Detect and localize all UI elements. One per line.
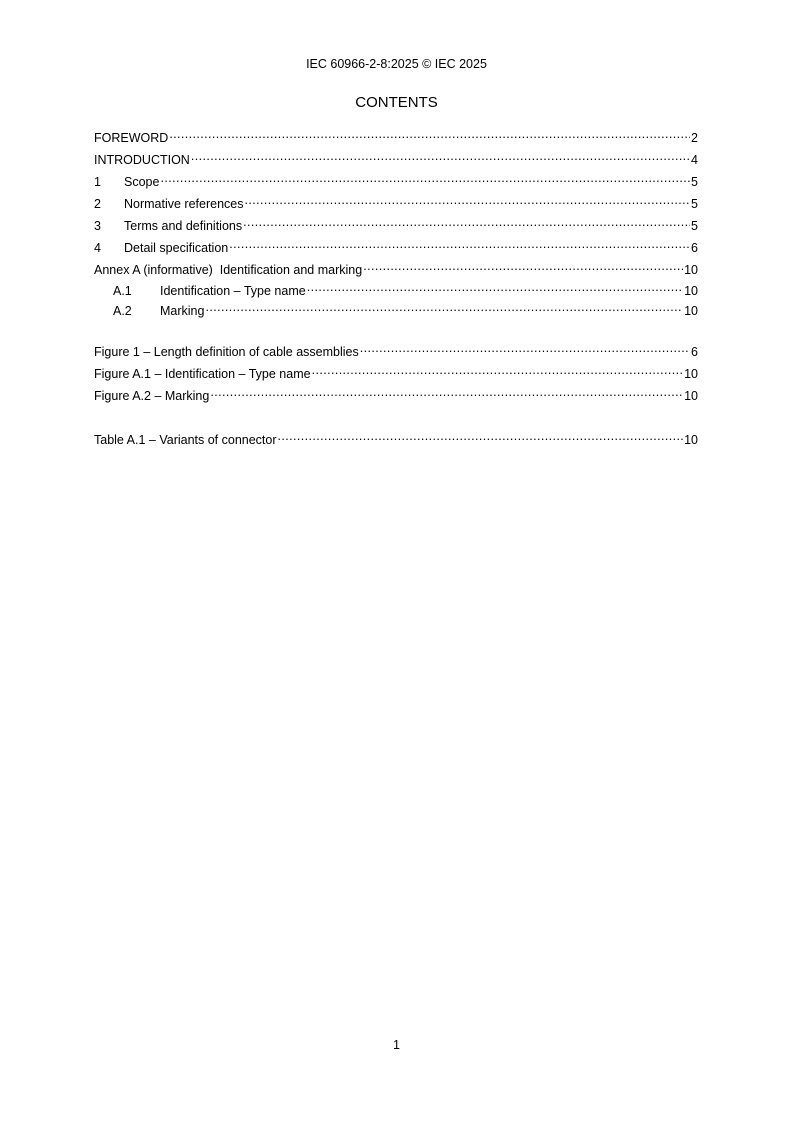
page-number: 1 [393,1038,400,1052]
figure-entry-page: 10 [684,389,698,403]
table-entry-label: Table A.1 – Variants of connector [94,433,277,447]
toc-entry-label: Identification – Type name [160,284,306,298]
dot-leader [312,362,684,378]
toc-entry-number: 1 [94,175,101,189]
dot-leader [191,148,690,164]
toc-entry-label: Detail specification [124,241,229,255]
toc-entry-page: 10 [684,304,698,318]
table-entry[interactable] [94,428,698,447]
dot-leader [278,428,684,444]
toc-entry-normative-references[interactable] [94,192,698,211]
dot-leader [360,340,690,356]
dot-leader [245,192,691,208]
toc-entry-a1[interactable] [94,279,698,298]
figure-entry-label: Figure A.2 – Marking [94,389,210,403]
toc-entry-label: Marking [160,304,205,318]
toc-entry-number: 4 [94,241,101,255]
toc-entry-page: 5 [691,219,698,233]
dot-leader [169,126,690,142]
dot-leader [210,384,683,400]
toc-entry-label: INTRODUCTION [94,153,190,167]
toc-entry-introduction[interactable] [94,148,698,167]
dot-leader [307,279,683,295]
toc-entry-scope[interactable] [94,170,698,189]
toc-entry-annex-a[interactable] [94,258,698,277]
toc-entry-page: 2 [691,131,698,145]
dot-leader [243,214,690,230]
figure-entry[interactable] [94,384,698,403]
figure-entry-label: Figure A.1 – Identification – Type name [94,367,311,381]
figure-entry[interactable] [94,340,698,359]
toc-entry-page: 6 [691,241,698,255]
dot-leader [229,236,690,252]
toc-entry-page: 10 [684,284,698,298]
dot-leader [205,299,683,315]
toc-entry-number: A.2 [113,304,132,318]
figure-entry-label: Figure 1 – Length definition of cable assemblies [94,345,359,359]
contents-title: CONTENTS [355,94,438,111]
toc-entry-label: Terms and definitions [124,219,243,233]
figure-entry-page: 6 [691,345,698,359]
document-header: IEC 60966-2-8:2025 © IEC 2025 [306,57,487,71]
table-entry-page: 10 [684,433,698,447]
toc-entry-number: 3 [94,219,101,233]
toc-entry-number: 2 [94,197,101,211]
figure-entry-page: 10 [684,367,698,381]
dot-leader [160,170,690,186]
toc-entry-page: 5 [691,175,698,189]
figure-entry[interactable] [94,362,698,381]
toc-entry-number: A.1 [113,284,132,298]
toc-entry-detail-specification[interactable] [94,236,698,255]
toc-entry-terms-and-definitions[interactable] [94,214,698,233]
toc-entry-label: FOREWORD [94,131,169,145]
dot-leader [363,258,683,274]
toc-entry-page: 4 [691,153,698,167]
toc-entry-foreword[interactable] [94,126,698,145]
toc-entry-label: Normative references [124,197,244,211]
toc-entry-a2[interactable] [94,299,698,318]
toc-entry-label: Scope [124,175,160,189]
toc-entry-label: Annex A (informative) Identification and marking [94,263,363,277]
toc-entry-page: 10 [684,263,698,277]
toc-entry-page: 5 [691,197,698,211]
